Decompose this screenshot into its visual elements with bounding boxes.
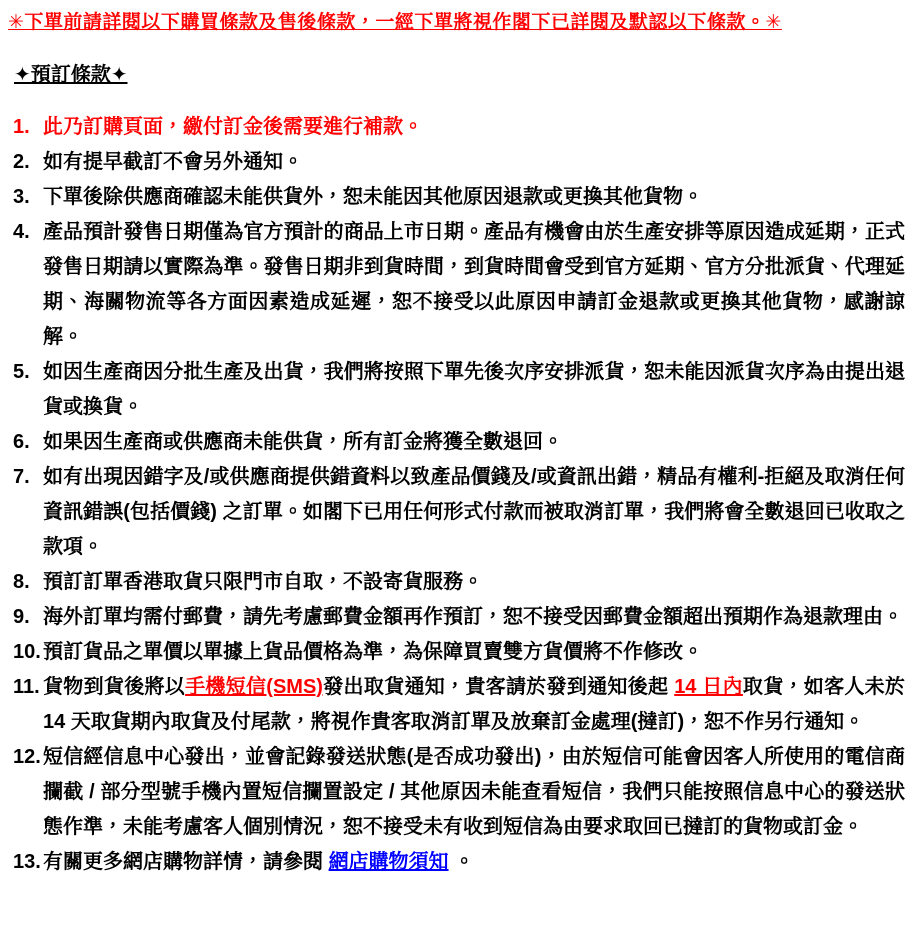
- preorder-terms-title: ✦預訂條款✦: [14, 64, 128, 86]
- term-number: 7.: [13, 466, 30, 488]
- term-number: 9.: [13, 606, 30, 628]
- term-text-segment: 如有提早截訂不會另外通知。: [43, 151, 303, 173]
- term-item: [13, 460, 905, 565]
- term-item: [13, 565, 905, 600]
- term-text: [43, 355, 905, 425]
- term-text: [43, 215, 905, 355]
- term-text: [43, 600, 905, 635]
- term-number: 3.: [13, 186, 30, 208]
- term-text: [43, 565, 905, 600]
- term-item: [13, 425, 905, 460]
- term-item: [13, 145, 905, 180]
- term-text: [43, 460, 905, 565]
- term-text: [43, 180, 905, 215]
- term-text-segment: 預訂貨品之單價以單據上貨品價格為準，為保障買賣雙方貨價將不作修改。: [43, 641, 703, 663]
- term-text-segment: 海外訂單均需付郵費，請先考慮郵費金額再作預訂，恕不接受因郵費金額超出預期作為退款理由。: [43, 606, 903, 628]
- term-number: 13.: [13, 851, 41, 873]
- sms-emphasis: 手機短信(SMS): [185, 676, 323, 698]
- term-item: [13, 670, 905, 740]
- term-number: 8.: [13, 571, 30, 593]
- term-text-segment: 如果因生產商或供應商未能供貨，所有訂金將獲全數退回。: [43, 431, 563, 453]
- term-text: [43, 845, 905, 880]
- term-item: [13, 740, 905, 845]
- term-item: [13, 635, 905, 670]
- term-number: 11.: [13, 676, 40, 698]
- term-text-segment: 短信經信息中心發出，並會記錄發送狀態(是否成功發出)，由於短信可能會因客人所使用的電信商攔截 / 部分型號手機內置短信攔置設定 / 其他原因未能查看短信，我們只能按照信息中心的發送狀態作準，未能考慮客人個別情況，恕不接受未有收到短信為由要求取回已撻訂的貨物或訂金。: [43, 746, 905, 838]
- term-number: 6.: [13, 431, 30, 453]
- term-text-segment: 。: [448, 851, 475, 873]
- pickup-deadline-emphasis: 14 日內: [674, 676, 743, 698]
- term-number: 2.: [13, 151, 30, 173]
- term-text: [43, 670, 905, 740]
- term-text-segment: 發出取貨通知，貴客請於發到通知後起: [322, 676, 675, 698]
- purchase-notice-header: ✳下單前請詳閱以下購買條款及售後條款，一經下單將視作閣下已詳閱及默認以下條款。✳: [8, 12, 782, 33]
- term-text-segment: 產品預計發售日期僅為官方預計的商品上市日期。產品有機會由於生產安排等原因造成延期，正式發售日期請以實際為準。發售日期非到貨時間，到貨時間會受到官方延期、官方分批派貨、代理延期、海關物流等各方面因素造成延遲，恕不接受以此原因申請訂金退款或更換其他貨物，感謝諒解。: [43, 221, 905, 348]
- term-text: [43, 110, 905, 145]
- term-item: [13, 215, 905, 355]
- term-number: 5.: [13, 361, 30, 383]
- shop-guide-link[interactable]: 網店購物須知: [328, 851, 449, 873]
- term-text-segment: 如有出現因錯字及/或供應商提供錯資料以致產品價錢及/或資訊出錯，精品有權利-拒絕及取消任何資訊錯誤(包括價錢) 之訂單。如閣下已用任何形式付款而被取消訂單，我們將會全數退回已收取之款項。: [43, 466, 905, 558]
- term-text-segment: 取貨，如客人未於 14 天取貨期內取貨及付尾款，將視作貴客取消訂單及放棄訂金處理(撻訂)，恕不作另行通知。: [43, 676, 905, 733]
- term-text: [43, 635, 905, 670]
- term-text-segment: 預訂訂單香港取貨只限門市自取，不設寄貨服務。: [43, 571, 483, 593]
- term-text-segment: 下單後除供應商確認未能供貨外，恕未能因其他原因退款或更換其他貨物。: [43, 186, 703, 208]
- term-item: [13, 180, 905, 215]
- term-item: [13, 110, 905, 145]
- term-item: [13, 355, 905, 425]
- term-text: [43, 425, 905, 460]
- term-text: [43, 740, 905, 845]
- term-item: [13, 600, 905, 635]
- term-number: 12.: [13, 746, 41, 768]
- term-text-segment: 有關更多網店購物詳情，請參閱: [43, 851, 329, 873]
- term-text: [43, 145, 905, 180]
- term-number: 1.: [13, 116, 30, 138]
- terms-list: [8, 110, 905, 880]
- term-text-segment: 此乃訂購頁面，繳付訂金後需要進行補款。: [43, 116, 423, 138]
- term-text-segment: 如因生產商因分批生產及出貨，我們將按照下單先後次序安排派貨，恕未能因派貨次序為由提出退貨或換貨。: [43, 361, 905, 418]
- term-text-segment: 貨物到貨後將以: [43, 676, 186, 698]
- term-number: 10.: [13, 641, 41, 663]
- term-number: 4.: [13, 221, 30, 243]
- term-item: [13, 845, 905, 880]
